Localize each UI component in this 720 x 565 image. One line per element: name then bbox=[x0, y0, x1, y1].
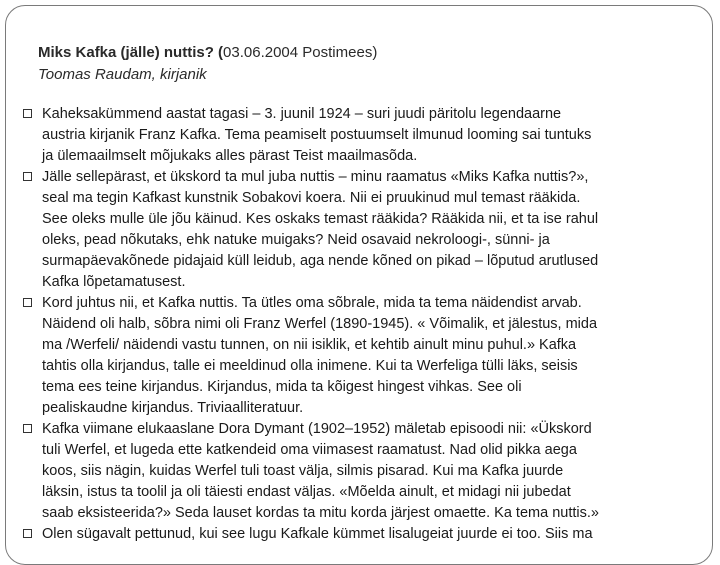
paragraph-line: Kaheksakümmend aastat tagasi – 3. juunil 1924 – suri juudi päritolu legendaarne bbox=[42, 106, 562, 122]
paragraph-1 bbox=[20, 104, 700, 167]
bullet-icon bbox=[23, 172, 32, 181]
paragraph-line: See oleks mulle üle jõu käinud. Kes oskaks temast rääkida? Rääkida nii, et ta ise rahul bbox=[42, 211, 599, 227]
bullet-icon bbox=[23, 109, 32, 118]
paragraph-5 bbox=[20, 524, 700, 545]
article-title-bold: Miks Kafka (jälle) nuttis? ( bbox=[38, 44, 224, 61]
article-title bbox=[38, 42, 698, 64]
paragraph-line: oleks, pead nõkutaks, ehk natuke muigaks? Neid osavaid nekroloogi-, sünni- ja bbox=[42, 232, 550, 248]
paragraph-line: läksin, istus ta toolil ja oli täiesti endast väljas. «Mõelda ainult, et midagi nii jubedat bbox=[42, 484, 571, 500]
paragraph-4 bbox=[20, 419, 700, 524]
article-body bbox=[20, 104, 700, 545]
paragraph-line: tema ees teine kirjandus. Kirjandus, mida ta kõigest hingest vihkas. See oli bbox=[42, 379, 522, 395]
paragraph-line: Olen sügavalt pettunud, kui see lugu Kafkale kümmet lisalugeiat juurde ei too. Siis ma bbox=[42, 526, 593, 542]
paragraph-line: surmapäevakõnede pidajaid küll leidub, aga nende kõned on pikad – lõputud arutlused bbox=[42, 253, 599, 269]
paragraph-line: Näidend oli halb, sõbra nimi oli Franz Werfel (1890-1945). « Võimalik, et jälestus, mida bbox=[42, 316, 598, 332]
paragraph-2 bbox=[20, 167, 700, 293]
paragraph-line: tuli Werfel, et lugeda ette katkendeid oma viimasest raamatust. Nad olid pikka aega bbox=[42, 442, 577, 458]
paragraph-line: Jälle sellepärast, et ükskord ta mul juba nuttis – minu raamatus «Miks Kafka nuttis?», bbox=[42, 169, 589, 185]
article-author: Toomas Raudam, kirjanik bbox=[38, 66, 207, 83]
paragraph-line: koos, siis nägin, kuidas Werfel tuli toast välja, silmis pisarad. Kui ma Kafka juurde bbox=[42, 463, 564, 479]
bullet-icon bbox=[23, 424, 32, 433]
paragraph-line: saab eksisteerida?» Seda lauset kordas ta mitu korda järjest omaette. Ka tema nuttis.» bbox=[42, 505, 599, 521]
paragraph-line: pealiskaudne kirjandus. Triviaalliteratuur. bbox=[42, 400, 304, 416]
bullet-icon bbox=[23, 529, 32, 538]
paragraph-line: seal ma tegin Kafkast kunstnik Sobakovi koera. Nii ei pruukinud mul temast rääkida. bbox=[42, 190, 581, 206]
paragraph-line: Kafka lõpetamatusest. bbox=[42, 274, 186, 290]
paragraph-line: Kafka viimane elukaaslane Dora Dymant (1902–1952) mäletab episoodi nii: «Ükskord bbox=[42, 421, 592, 437]
paragraph-line: tahtis olla kirjandus, talle ei meeldinud olla inimene. Kui ta Werfeliga tülli läks, seisis bbox=[42, 358, 578, 374]
paragraph-line: ja ülemaailmselt mõjukaks alles pärast Teist maailmasõda. bbox=[42, 148, 418, 164]
title-block bbox=[38, 42, 698, 86]
paragraph-line: Kord juhtus nii, et Kafka nuttis. Ta ütles oma sõbrale, mida ta tema näidendist arvab. bbox=[42, 295, 582, 311]
paragraph-line: austria kirjanik Franz Kafka. Tema peamiselt postuumselt ilmunud looming sai tuntuks bbox=[42, 127, 592, 143]
bullet-icon bbox=[23, 298, 32, 307]
paragraph-line: ma /Werfeli/ näidendi vastu tunnen, on nii isiklik, et kehtib ainult minu puhul.» Kafka bbox=[42, 337, 577, 353]
paragraph-3 bbox=[20, 293, 700, 419]
article-title-date: 03.06.2004 Postimees) bbox=[223, 44, 378, 61]
